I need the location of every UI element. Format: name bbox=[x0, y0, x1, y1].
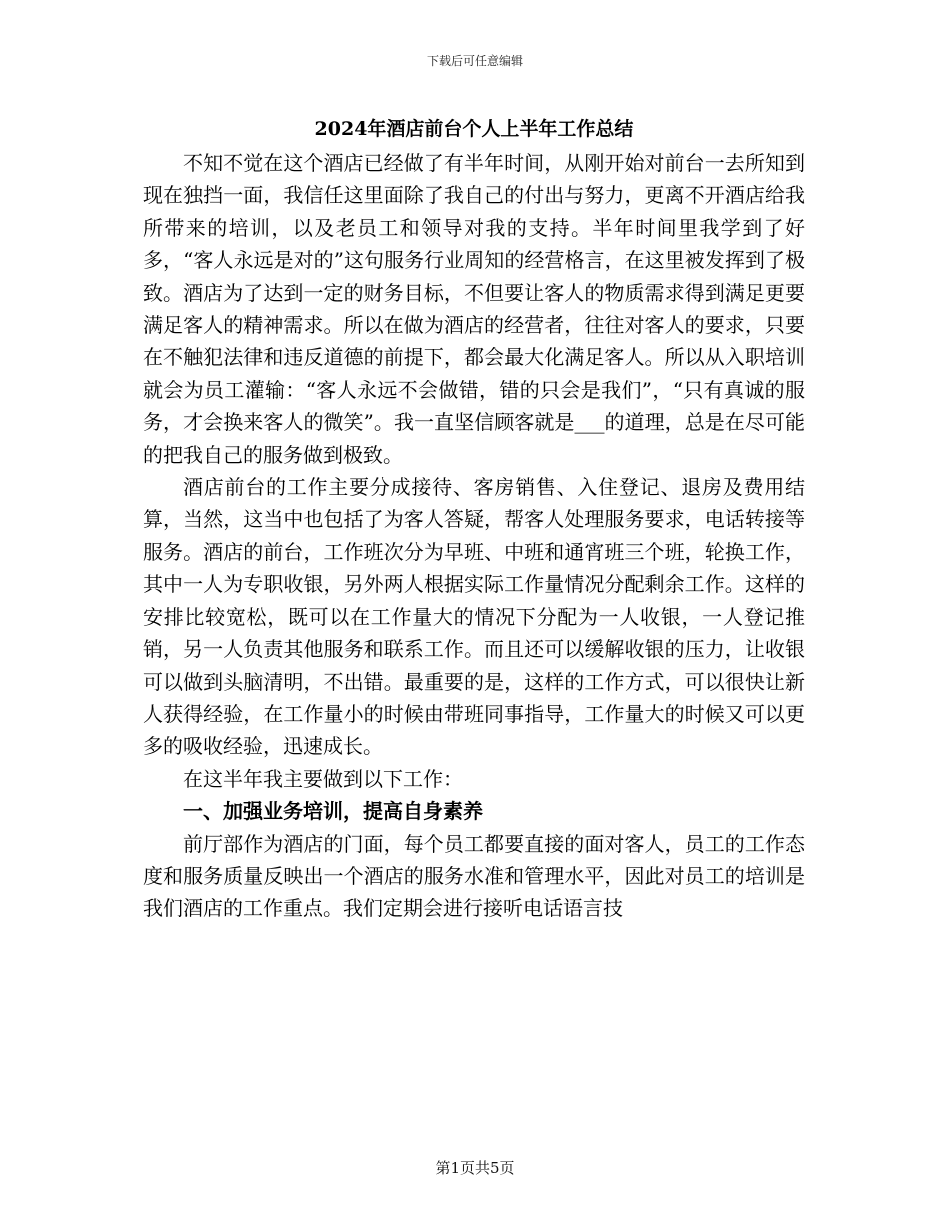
paragraph-training: 前厅部作为酒店的门面，每个员工都要直接的面对客人，员工的工作态度和服务质量反映出一个酒店的服务水准和管理水平，因此对员工的培训是我们酒店的工作重点。我们定期会进行接听电话语言技 bbox=[143, 831, 805, 921]
paragraph-intro: 不知不觉在这个酒店已经做了有半年时间，从刚开始对前台一去所知到现在独挡一面，我信任这里面除了我自己的付出与努力，更离不开酒店给我所带来的培训，以及老员工和领导对我的支持。半年时间里我学到了好多，“客人永远是对的”这句服务行业周知的经营格言，在这里被发挥到了极致。酒店为了达到一定的财务目标，不但要让客人的物质需求得到满足更要满足客人的精神需求。所以在做为酒店的经营者，往往对客人的要求，只要在不触犯法律和违反道德的前提下，都会最大化满足客人。所以从入职培训就会为员工灌输：“客人永远不会做错，错的只会是我们”，“只有真诚的服务，才会换来客人的微笑”。我一直坚信顾客就是___的道理，总是在尽可能的把我自己的服务做到极致。 bbox=[143, 151, 805, 467]
document-title: 2024年酒店前台个人上半年工作总结 bbox=[314, 118, 634, 140]
section-heading-training: 一、加强业务培训，提高自身素养 bbox=[183, 799, 483, 824]
paragraph-work-list-intro: 在这半年我主要做到以下工作： bbox=[183, 766, 463, 791]
page-footer-page-number: 第1页共5页 bbox=[435, 1159, 515, 1177]
document-body bbox=[143, 147, 805, 925]
page-header-note: 下载后可任意编辑 bbox=[426, 54, 523, 68]
paragraph-front-desk-duties: 酒店前台的工作主要分成接待、客房销售、入住登记、退房及费用结算，当然，这当中也包括了为客人答疑，帮客人处理服务要求，电话转接等服务。酒店的前台，工作班次分为早班、中班和通宵班三个班，轮换工作，其中一人为专职收银，另外两人根据实际工作量情况分配剩余工作。这样的安排比较宽松，既可以在工作量大的情况下分配为一人收银，一人登记推销，另一人负责其他服务和联系工作。而且还可以缓解收银的压力，让收银可以做到头脑清明，不出错。最重要的是，这样的工作方式，可以很快让新人获得经验，在工作量小的时候由带班同事指导，工作量大的时候又可以更多的吸收经验，迅速成长。 bbox=[143, 475, 805, 759]
